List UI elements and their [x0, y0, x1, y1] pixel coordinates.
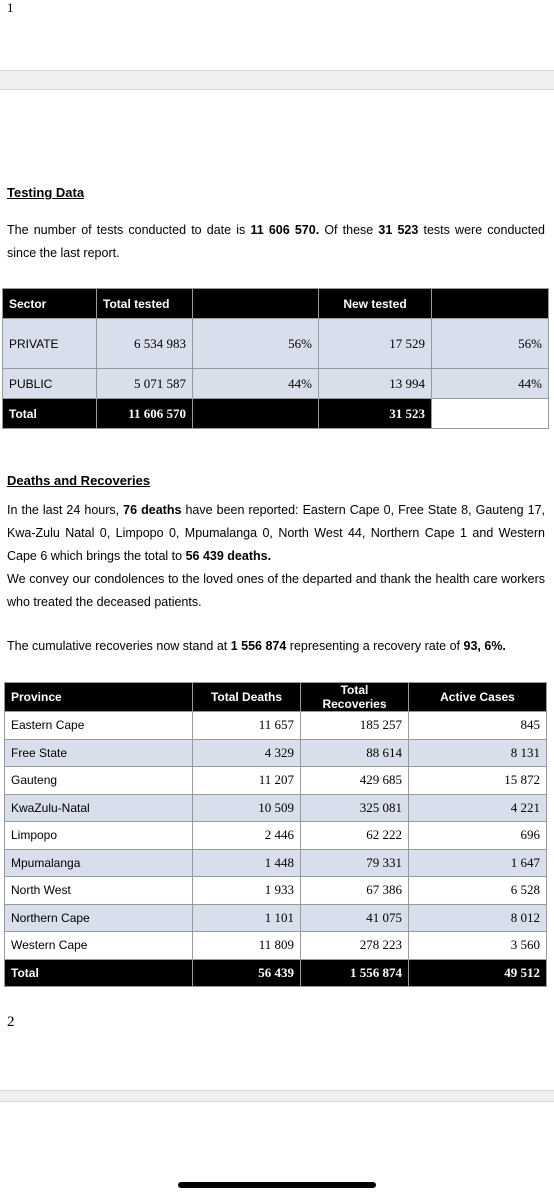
testing-intro: The number of tests conducted to date is 11 606 570. Of these 31 523 tests were conducted since the last report.	[7, 223, 545, 260]
deaths-cell: 1 101	[193, 904, 301, 932]
new-pct-cell: 56%	[432, 319, 549, 369]
new-tested-cell: 17 529	[319, 319, 432, 369]
table-row	[5, 822, 547, 850]
table-row	[5, 904, 547, 932]
table-row	[3, 369, 549, 399]
recoveries-cell: 278 223	[301, 932, 409, 960]
province-name: Mpumalanga	[5, 849, 193, 877]
testing-heading: Testing Data	[7, 185, 85, 200]
active-cell: 8 012	[409, 904, 547, 932]
empty-cell	[193, 399, 319, 429]
province-name: KwaZulu-Natal	[5, 794, 193, 822]
deaths-paragraph: In the last 24 hours, 76 deaths have been reported: Eastern Cape 0, Free State 8, Gauteng 17, Kwa-Zulu Natal 0, Limpopo 0, Mpumalanga 0, North West 44, Northern Cape 1 and Western Cape 6 which brings the total to 56 439 deaths.	[7, 503, 545, 563]
province-name: Northern Cape	[5, 904, 193, 932]
recoveries-cell: 185 257	[301, 712, 409, 740]
col-new-tested: New tested	[319, 289, 432, 319]
total-tested-cell: 5 071 587	[97, 369, 193, 399]
sector-cell: PUBLIC	[3, 369, 97, 399]
province-table-header	[5, 683, 547, 712]
testing-total-row	[3, 399, 549, 429]
deaths-cell: 11 207	[193, 767, 301, 795]
table-row	[5, 794, 547, 822]
total-label: Total	[5, 959, 193, 987]
col-active-cases: Active Cases	[409, 683, 547, 712]
testing-table-header	[3, 289, 549, 319]
active-cell: 4 221	[409, 794, 547, 822]
total-pct-cell: 56%	[193, 319, 319, 369]
page-number-top: 1	[7, 0, 14, 15]
total-tests-value: 11 606 570.	[250, 223, 320, 237]
recovery-rate: 93, 6%.	[463, 639, 506, 653]
new-tests-value: 31 523	[378, 223, 419, 237]
total-tested-cell: 6 534 983	[97, 319, 193, 369]
province-name: Free State	[5, 739, 193, 767]
active-cell: 1 647	[409, 849, 547, 877]
total-tested-total: 11 606 570	[97, 399, 193, 429]
deaths-cell: 1 448	[193, 849, 301, 877]
col-total-recoveries: Total Recoveries	[301, 683, 409, 712]
col-province: Province	[5, 683, 193, 712]
recoveries-cell: 88 614	[301, 739, 409, 767]
deaths-cell: 10 509	[193, 794, 301, 822]
deaths-cell: 2 446	[193, 822, 301, 850]
col-new-pct	[432, 289, 549, 319]
sector-cell: PRIVATE	[3, 319, 97, 369]
recoveries-paragraph: The cumulative recoveries now stand at 1 556 874 representing a recovery rate of 93, 6%.	[7, 639, 506, 653]
col-total-deaths: Total Deaths	[193, 683, 301, 712]
table-row	[5, 767, 547, 795]
province-name: Limpopo	[5, 822, 193, 850]
deaths-cell: 11 657	[193, 712, 301, 740]
table-row	[5, 877, 547, 905]
home-indicator[interactable]	[178, 1182, 376, 1188]
page-break-bottom	[0, 1090, 554, 1102]
new-pct-cell: 44%	[432, 369, 549, 399]
recoveries-cell: 41 075	[301, 904, 409, 932]
table-row	[3, 319, 549, 369]
recoveries-cell: 67 386	[301, 877, 409, 905]
deaths-cell: 11 809	[193, 932, 301, 960]
recoveries-cell: 62 222	[301, 822, 409, 850]
empty-cell	[432, 399, 549, 429]
total-label: Total	[3, 399, 97, 429]
province-name: Eastern Cape	[5, 712, 193, 740]
recoveries-value: 1 556 874	[230, 639, 287, 653]
recoveries-total-cell: 1 556 874	[301, 959, 409, 987]
deaths-cell: 4 329	[193, 739, 301, 767]
province-total-row	[5, 959, 547, 987]
active-cell: 15 872	[409, 767, 547, 795]
active-cell: 845	[409, 712, 547, 740]
active-cell: 8 131	[409, 739, 547, 767]
testing-table	[2, 288, 549, 429]
new-tested-total: 31 523	[319, 399, 432, 429]
page-break-top	[0, 70, 554, 90]
province-name: Western Cape	[5, 932, 193, 960]
col-total-pct	[193, 289, 319, 319]
page-number-bottom: 2	[7, 1014, 15, 1030]
table-row	[5, 849, 547, 877]
province-name: Gauteng	[5, 767, 193, 795]
condolences-paragraph: We convey our condolences to the loved ones of the departed and thank the health care workers who treated the deceased patients.	[7, 572, 545, 609]
table-row	[5, 932, 547, 960]
col-sector: Sector	[3, 289, 97, 319]
col-total-tested: Total tested	[97, 289, 193, 319]
deaths-cell: 1 933	[193, 877, 301, 905]
active-cell: 696	[409, 822, 547, 850]
new-tested-cell: 13 994	[319, 369, 432, 399]
active-total-cell: 49 512	[409, 959, 547, 987]
province-name: North West	[5, 877, 193, 905]
deaths-total-cell: 56 439	[193, 959, 301, 987]
table-row	[5, 712, 547, 740]
deaths-count: 76 deaths	[123, 503, 182, 517]
active-cell: 6 528	[409, 877, 547, 905]
deaths-heading: Deaths and Recoveries	[7, 473, 151, 488]
active-cell: 3 560	[409, 932, 547, 960]
recoveries-cell: 429 685	[301, 767, 409, 795]
recoveries-cell: 325 081	[301, 794, 409, 822]
deaths-total: 56 439 deaths.	[185, 549, 272, 563]
table-row	[5, 739, 547, 767]
province-table	[4, 682, 547, 987]
total-pct-cell: 44%	[193, 369, 319, 399]
recoveries-cell: 79 331	[301, 849, 409, 877]
